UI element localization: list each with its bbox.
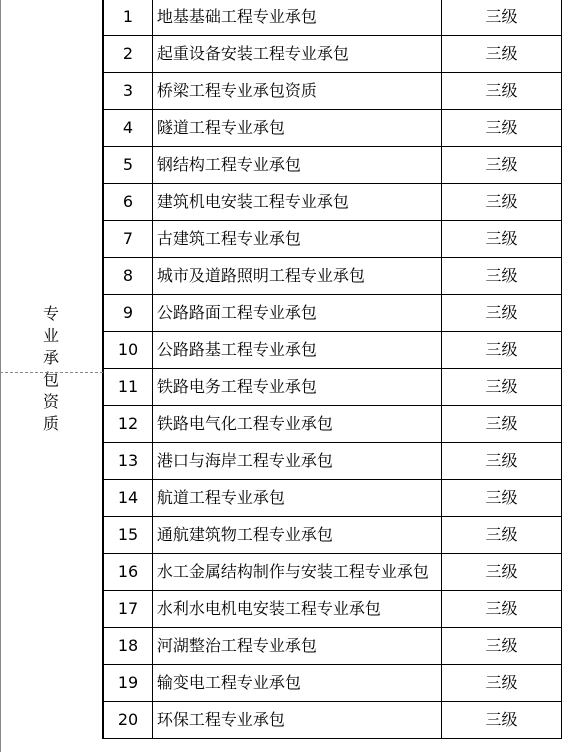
qualification-grade: 三级 [442,628,562,665]
qualification-grade: 三级 [442,517,562,554]
row-number: 15 [103,517,152,554]
row-number: 17 [103,591,152,628]
edge-cell [562,702,568,739]
qualification-grade: 三级 [442,480,562,517]
row-number: 10 [103,332,152,369]
row-number: 1 [103,0,152,36]
category-label: 专业承包资质 [43,303,60,433]
qualification-name: 桥梁工程专业承包资质 [152,73,441,110]
qualification-name: 河湖整治工程专业承包 [152,628,441,665]
row-number: 8 [103,258,152,295]
qualification-grade: 三级 [442,702,562,739]
edge-cell [562,480,568,517]
qualification-name: 公路路面工程专业承包 [152,295,441,332]
row-number: 14 [103,480,152,517]
row-number: 19 [103,665,152,702]
row-number: 13 [103,443,152,480]
row-number: 7 [103,221,152,258]
row-number: 9 [103,295,152,332]
row-number: 6 [103,184,152,221]
edge-cell [562,36,568,73]
qualification-grade: 三级 [442,36,562,73]
qualification-grade: 三级 [442,591,562,628]
qualification-grade: 三级 [442,295,562,332]
qualification-grade: 三级 [442,184,562,221]
edge-cell [562,406,568,443]
qualification-grade: 三级 [442,443,562,480]
qualification-name: 隧道工程专业承包 [152,110,441,147]
edge-cell [562,591,568,628]
edge-cell [562,443,568,480]
qualification-name: 城市及道路照明工程专业承包 [152,258,441,295]
qualification-grade: 三级 [442,332,562,369]
row-number: 16 [103,554,152,591]
qualification-grade: 三级 [442,665,562,702]
edge-cell [562,332,568,369]
edge-cell [562,554,568,591]
qualification-name: 铁路电气化工程专业承包 [152,406,441,443]
dashed-divider [0,372,103,373]
qualification-name: 输变电工程专业承包 [152,665,441,702]
qualification-grade: 三级 [442,221,562,258]
edge-cell [562,221,568,258]
edge-cell [562,369,568,406]
qualification-name: 钢结构工程专业承包 [152,147,441,184]
edge-cell [562,73,568,110]
qualification-name: 地基基础工程专业承包 [152,0,441,36]
edge-cell [562,110,568,147]
qualification-name: 港口与海岸工程专业承包 [152,443,441,480]
edge-cell [562,295,568,332]
qualification-name: 铁路电务工程专业承包 [152,369,441,406]
qualification-grade: 三级 [442,110,562,147]
edge-cell [562,0,568,36]
qualification-grade: 三级 [442,73,562,110]
qualification-grade: 三级 [442,406,562,443]
edge-cell [562,184,568,221]
row-number: 3 [103,73,152,110]
row-number: 2 [103,36,152,73]
qualification-name: 水利水电机电安装工程专业承包 [152,591,441,628]
qualification-name: 古建筑工程专业承包 [152,221,441,258]
row-number: 18 [103,628,152,665]
row-number: 4 [103,110,152,147]
qualification-name: 水工金属结构制作与安装工程专业承包 [152,554,441,591]
qualification-name: 通航建筑物工程专业承包 [152,517,441,554]
qualification-name: 起重设备安装工程专业承包 [152,36,441,73]
row-number: 12 [103,406,152,443]
category-cell [0,0,103,739]
qualification-grade: 三级 [442,554,562,591]
qualification-name: 环保工程专业承包 [152,702,441,739]
row-number: 20 [103,702,152,739]
qualification-name: 建筑机电安装工程专业承包 [152,184,441,221]
edge-cell [562,628,568,665]
qualification-grade: 三级 [442,0,562,36]
edge-cell [562,147,568,184]
qualification-name: 航道工程专业承包 [152,480,441,517]
row-number: 11 [103,369,152,406]
edge-cell [562,258,568,295]
row-number: 5 [103,147,152,184]
qualification-grade: 三级 [442,369,562,406]
qualification-grade: 三级 [442,147,562,184]
table-row [0,0,568,36]
edge-cell [562,665,568,702]
qualification-grade: 三级 [442,258,562,295]
qualification-name: 公路路基工程专业承包 [152,332,441,369]
edge-cell [562,517,568,554]
